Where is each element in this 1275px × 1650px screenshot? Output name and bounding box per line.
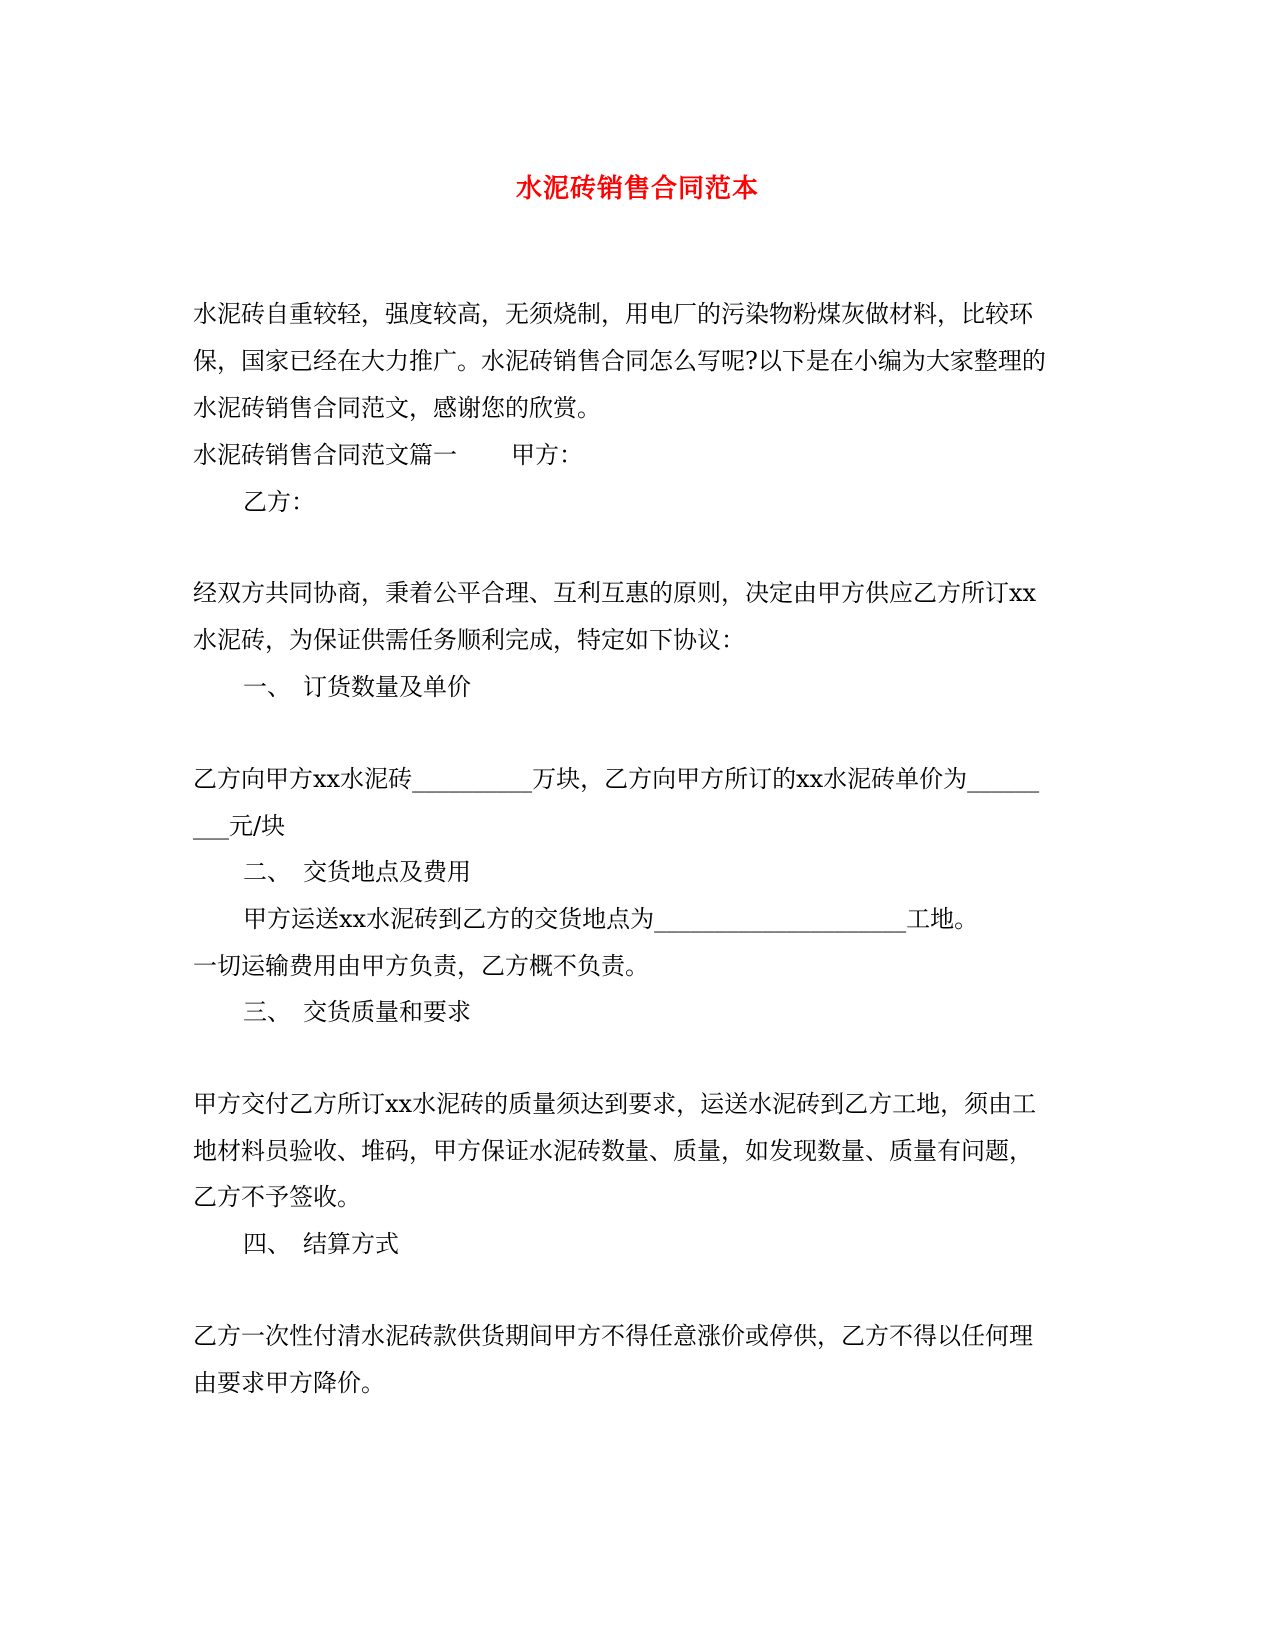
preamble-line-2: 水泥砖，为保证供需任务顺利完成，特定如下协议： [193,626,745,654]
section-2-line-2: 一切运输费用由甲方负责，乙方概不负责。 [193,952,649,980]
document-title: 水泥砖销售合同范本 [515,174,759,204]
section-2-line-1: 甲方运送xx水泥砖到乙方的交货地点为_____________________工地。 [243,905,979,933]
section-3-line-1: 甲方交付乙方所订xx水泥砖的质量须达到要求，运送水泥砖到乙方工地，须由工 [193,1090,1037,1118]
section-3-heading [243,997,471,1027]
section-3-title: 交货质量和要求 [303,998,471,1026]
section-2-title: 交货地点及费用 [303,858,471,886]
section-1-line-2: ___元/块 [193,812,286,840]
section-1-heading [243,672,471,702]
section-1-line-1: 乙方向甲方xx水泥砖__________万块，乙方向甲方所订的xx水泥砖单价为______ [193,765,1040,793]
intro-line-1: 水泥砖自重较轻，强度较高，无须烧制，用电厂的污染物粉煤灰做材料，比较环 [193,300,1033,328]
section-4-heading [243,1229,399,1259]
section-3-number: 三、 [243,998,291,1026]
section-4-title: 结算方式 [303,1230,399,1258]
section-4-line-1: 乙方一次性付清水泥砖款供货期间甲方不得任意涨价或停供，乙方不得以任何理 [193,1322,1033,1350]
section-2-number: 二、 [243,858,291,886]
intro-line-2: 保，国家已经在大力推广。水泥砖销售合同怎么写呢?以下是在小编为大家整理的 [193,347,1046,375]
party-a-label: 甲方： [511,441,583,469]
part-label: 水泥砖销售合同范文篇一 [193,441,457,469]
party-b-label: 乙方： [243,488,315,516]
intro-line-3: 水泥砖销售合同范文，感谢您的欣赏。 [193,394,601,422]
part-heading-row [193,440,583,470]
section-2-heading [243,857,471,887]
section-4-line-2: 由要求甲方降价。 [193,1369,385,1397]
section-1-title: 订货数量及单价 [303,673,471,701]
section-1-number: 一、 [243,673,291,701]
section-4-number: 四、 [243,1230,291,1258]
section-3-line-2: 地材料员验收、堆码，甲方保证水泥砖数量、质量，如发现数量、质量有问题， [193,1137,1033,1165]
section-3-line-3: 乙方不予签收。 [193,1183,361,1211]
preamble-line-1: 经双方共同协商，秉着公平合理、互利互惠的原则，决定由甲方供应乙方所订xx [193,579,1037,607]
